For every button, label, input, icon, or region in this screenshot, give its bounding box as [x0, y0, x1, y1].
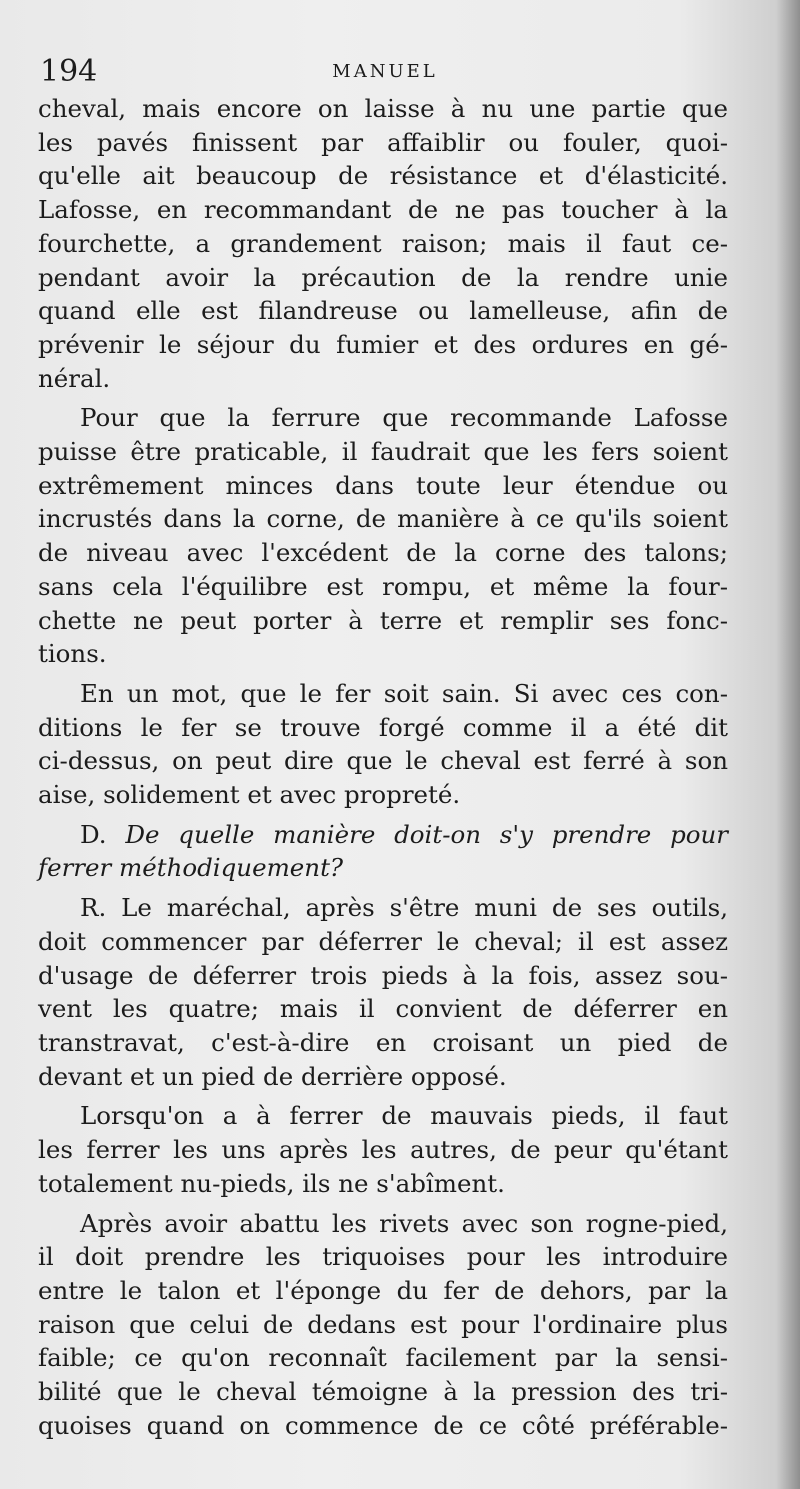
- text-line: il doit prendre les triquoises pour les introduire: [38, 1242, 728, 1272]
- text-line: pendant avoir la précaution de la rendre unie: [38, 262, 728, 292]
- text-line: incrustés dans la corne, de manière à ce qu'ils soient: [38, 504, 728, 534]
- text-line: cheval, mais encore on laisse à nu une partie que: [38, 94, 728, 123]
- text-line: Pour que la ferrure que recommande Lafosse: [80, 403, 728, 433]
- text-line: les pavés finissent par affaiblir ou fouler, quoi-: [38, 127, 728, 157]
- text-line: extrêmement minces dans toute leur étendue ou: [38, 470, 728, 500]
- text-line: totalement nu-pieds, ils ne s'abîment.: [38, 1168, 505, 1198]
- paragraph-1: [38, 92, 728, 395]
- text-line: transtravat, c'est-à-dire en croisant un pied de: [38, 1027, 728, 1057]
- page-body: [38, 92, 728, 1442]
- question-line: [38, 818, 728, 852]
- text-line: raison que celui de dedans est pour l'ordinaire plus: [38, 1309, 728, 1339]
- text-line: ditions le fer se trouve forgé comme il a été dit: [38, 712, 728, 742]
- text-line: vent les quatre; mais il convient de déferrer en: [38, 994, 728, 1024]
- question-line: ferrer méthodiquement?: [38, 853, 344, 883]
- text-line: doit commencer par déferrer le cheval; il est assez: [38, 926, 728, 956]
- paragraph-7: [38, 1207, 728, 1443]
- text-line: puisse être praticable, il faudrait que les fers soient: [38, 437, 728, 467]
- text-line: prévenir le séjour du fumier et des ordures en gé-: [38, 329, 728, 359]
- paragraph-6: [38, 1099, 728, 1200]
- text-line: Lorsqu'on a à ferrer de mauvais pieds, il faut: [80, 1101, 728, 1131]
- text-line: devant et un pied de derrière opposé.: [38, 1061, 507, 1091]
- text-line: R. Le maréchal, après s'être muni de ses outils,: [80, 893, 728, 923]
- running-head: MANUEL: [332, 61, 438, 82]
- text-line: d'usage de déferrer trois pieds à la fois, assez sou-: [38, 960, 728, 990]
- text-line: En un mot, que le fer soit sain. Si avec ces con-: [80, 678, 728, 708]
- text-line: ci-dessus, on peut dire que le cheval est ferré à son: [38, 746, 728, 776]
- question-paragraph: [38, 818, 728, 885]
- answer-paragraph: [38, 891, 728, 1093]
- text-line: fourchette, a grandement raison; mais il faut ce-: [38, 228, 728, 258]
- text-line: qu'elle ait beaucoup de résistance et d'élasticité.: [38, 161, 728, 191]
- text-line: entre le talon et l'éponge du fer de dehors, par la: [38, 1275, 728, 1305]
- question-lead: D.: [80, 819, 107, 849]
- text-line: néral.: [38, 363, 111, 393]
- text-line: faible; ce qu'on reconnaît facilement par la sensi-: [38, 1343, 728, 1373]
- text-line: quoises quand on commence de ce côté préférable-: [38, 1410, 728, 1440]
- paragraph-3: [38, 677, 728, 812]
- text-line: quand elle est filandreuse ou lamelleuse, afin de: [38, 296, 728, 326]
- text-line: Lafosse, en recommandant de ne pas toucher à la: [38, 195, 728, 225]
- paragraph-2: [38, 401, 728, 671]
- text-line: Après avoir abattu les rivets avec son rogne-pied,: [80, 1208, 728, 1238]
- question-text: De quelle manière doit-on s'y prendre pour: [125, 819, 728, 849]
- text-line: aise, solidement et avec propreté.: [38, 780, 461, 810]
- text-line: sans cela l'équilibre est rompu, et même la four-: [38, 571, 728, 601]
- text-line: tions.: [38, 639, 107, 669]
- text-line: de niveau avec l'excédent de la corne des talons;: [38, 538, 728, 568]
- page-header: [40, 52, 730, 92]
- text-line: bilité que le cheval témoigne à la pression des tri-: [38, 1377, 728, 1407]
- page-number: 194: [40, 54, 98, 89]
- text-line: chette ne peut porter à terre et remplir ses fonc-: [38, 605, 728, 635]
- text-line: les ferrer les uns après les autres, de peur qu'étant: [38, 1135, 728, 1165]
